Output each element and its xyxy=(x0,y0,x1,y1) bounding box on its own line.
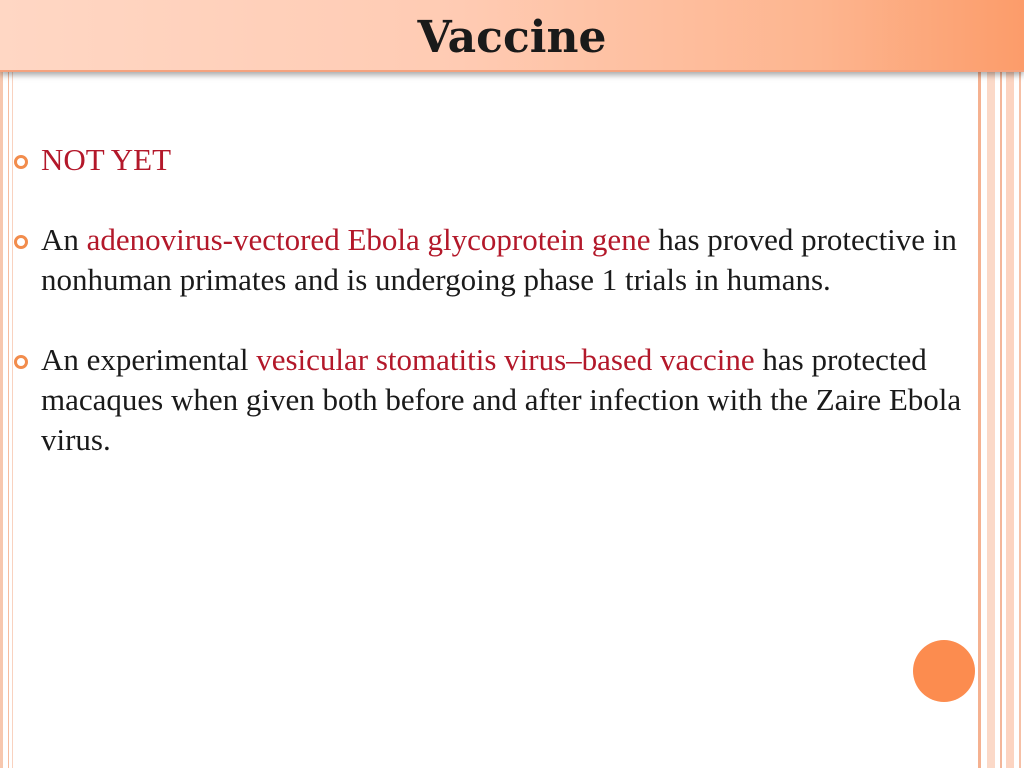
left-decor-stripe xyxy=(8,0,9,768)
left-decor-stripe xyxy=(12,0,13,768)
bullet-icon xyxy=(14,155,28,169)
bullet-text-highlight: adenovirus-vectored Ebola glycoprotein gene xyxy=(86,222,651,257)
bullet-item xyxy=(14,220,976,300)
bullet-text-highlight: vesicular stomatitis virus–based vaccine xyxy=(256,342,755,377)
slide-content xyxy=(14,140,976,460)
right-decor-stripe xyxy=(1019,0,1021,768)
right-decor-stripe xyxy=(1006,0,1014,768)
right-decor-stripe xyxy=(1000,0,1002,768)
left-decor-stripe xyxy=(0,0,3,768)
bullet-text: An experimental xyxy=(41,342,257,377)
bullet-icon xyxy=(14,235,28,249)
right-decor-stripe xyxy=(978,0,981,768)
title-bar xyxy=(0,0,1024,72)
right-decor-stripe xyxy=(987,0,995,768)
bullet-text-highlight: NOT YET xyxy=(41,142,172,177)
bullet-item xyxy=(14,340,976,460)
decorative-circle xyxy=(913,640,975,702)
slide-title: Vaccine xyxy=(417,12,607,63)
bullet-icon xyxy=(14,355,28,369)
bullet-text: has protected macaques when given both before and after infection with the Zaire Ebola virus. xyxy=(41,342,962,457)
bullet-text: An xyxy=(41,222,87,257)
bullet-item xyxy=(14,140,976,180)
bullet-text: has proved protective in nonhuman primates and is undergoing phase 1 trials in humans. xyxy=(41,222,957,297)
